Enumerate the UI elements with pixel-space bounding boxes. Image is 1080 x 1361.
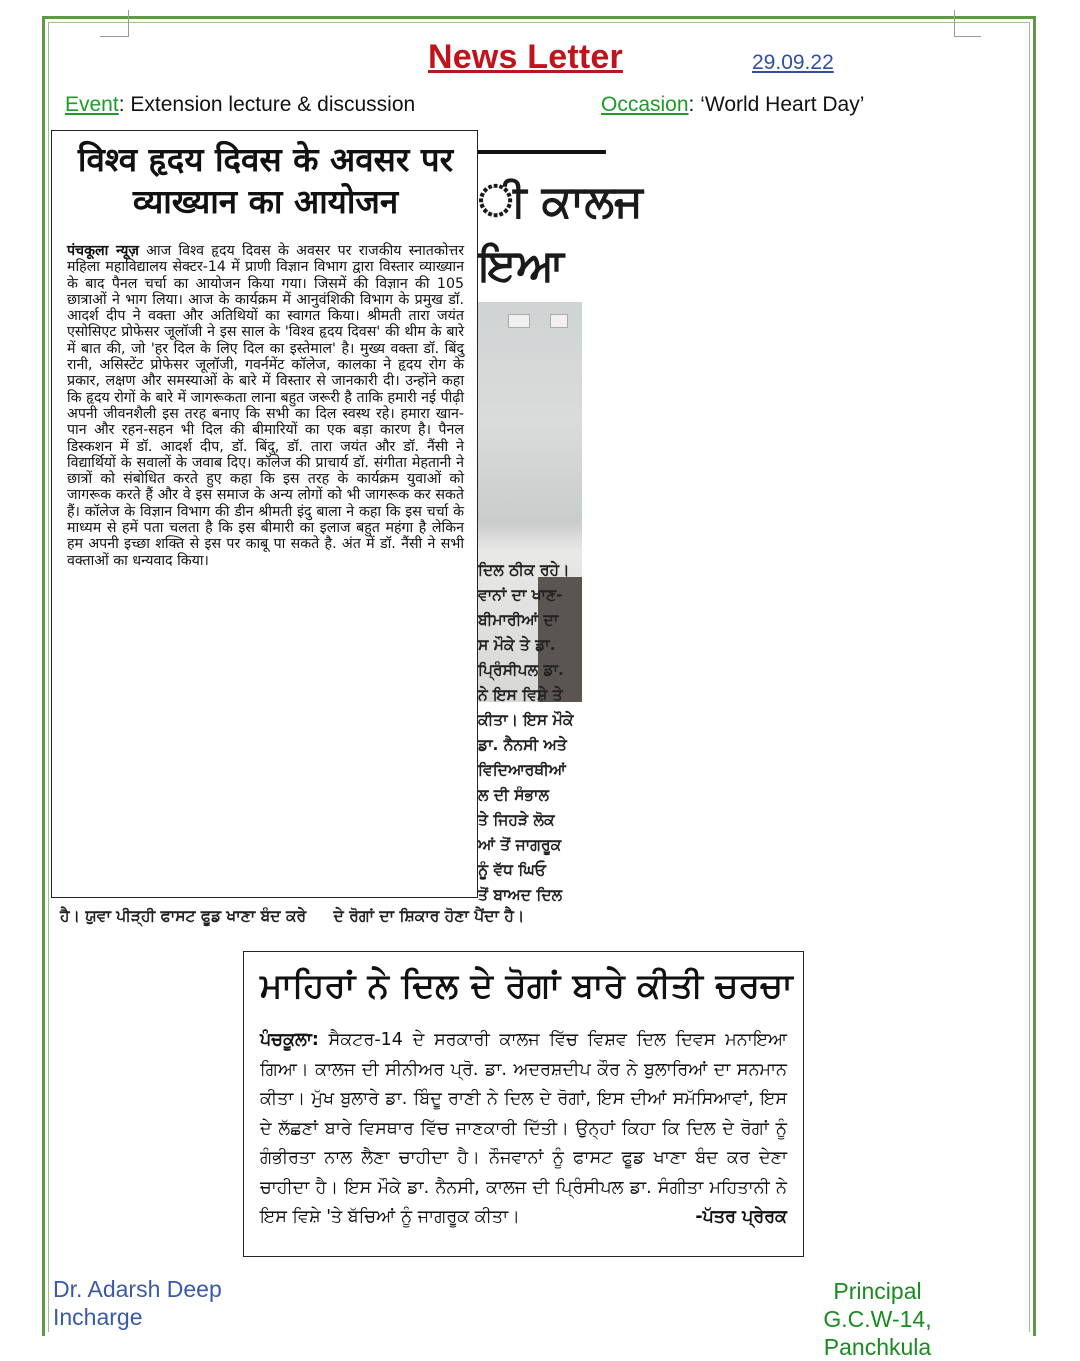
hindi-headline [67, 139, 464, 223]
background-line: ਨੂੰ ਵੱਧ ਘਿਓ [478, 861, 546, 879]
background-column-text [478, 558, 606, 908]
background-line: ਪ੍ਰਿੰਸੀਪਲ ਡਾ. [478, 661, 564, 679]
event-label: Event [65, 93, 119, 116]
punjabi-body-text: ਸੈਕਟਰ-14 ਦੇ ਸਰਕਾਰੀ ਕਾਲਜ ਵਿੱਚ ਵਿਸ਼ਵ ਦਿਲ ਦਿਵਸ ਮਨਾਇਆ ਗਿਆ। ਕਾਲਜ ਦੀ ਸੀਨੀਅਰ ਪ੍ਰੋ. ਡਾ. ਅਦਰਸ਼ਦੀਪ ਕੌਰ ਨੇ ਬੁਲਾਰਿਆਂ ਦਾ ਸਨਮਾਨ ਕੀਤਾ। ਮੁੱਖ ਬੁਲਾਰੇ ਡਾ. ਬਿੰਦੂ ਰਾਣੀ ਨੇ ਦਿਲ ਦੇ ਰੋਗਾਂ, ਇਸ ਦੀਆਂ ਸਮੱਸਿਆਵਾਂ, ਇਸ ਦੇ ਲੱਛਣਾਂ ਬਾਰੇ ਵਿਸਥਾਰ ਵਿੱਚ ਜਾਣਕਾਰੀ ਦਿੱਤੀ। ਉਨ੍ਹਾਂ ਕਿਹਾ ਕਿ ਦਿਲ ਦੇ ਰੋਗਾਂ ਨੂੰ ਗੰਭੀਰਤਾ ਨਾਲ ਲੈਣਾ ਚਾਹੀਦਾ ਹੈ। ਨੌਜਵਾਨਾਂ ਨੂੰ ਫਾਸਟ ਫੂਡ ਖਾਣਾ ਬੰਦ ਕਰ ਦੇਣਾ ਚਾਹੀਦਾ ਹੈ। ਇਸ ਮੌਕੇ ਡਾ. ਨੈਨਸੀ, ਕਾਲਜ ਦੀ ਪ੍ਰਿੰਸੀਪਲ ਡਾ. ਸੰਗੀਤਾ ਮਹਿਤਾਨੀ ਨੇ ਇਸ ਵਿਸ਼ੇ 'ਤੇ ਬੱਚਿਆਂ ਨੂੰ ਜਾਗਰੂਕ ਕੀਤਾ। [260, 1030, 787, 1227]
background-line: ਲ ਦੀ ਸੰਭਾਲ [478, 786, 549, 804]
newsletter-date: 29.09.22 [752, 51, 834, 74]
hindi-headline-line-2: व्याख्यान का आयोजन [132, 182, 399, 221]
occasion-label: Occasion [601, 93, 689, 116]
background-clipping [478, 150, 643, 940]
crop-mark-top-left [100, 10, 129, 37]
hindi-article-body [67, 243, 464, 569]
incharge-signature-block [53, 1275, 222, 1331]
background-line: ਤੋਂ ਬਾਅਦ ਦਿਲ [478, 886, 563, 904]
punjabi-headline: ਮਾਹਿਰਾਂ ਨੇ ਦਿਲ ਦੇ ਰੋਗਾਂ ਬਾਰੇ ਕੀਤੀ ਚਰਚਾ [260, 966, 794, 1006]
punjabi-credit: -ਪੱਤਰ ਪ੍ਰੇਰਕ [695, 1207, 787, 1227]
background-line: ਕੀਤਾ। ਇਸ ਮੌਕੇ [478, 711, 574, 729]
hindi-body-text: आज विश्व हृदय दिवस के अवसर पर राजकीय स्नातकोत्तर महिला महाविद्यालय सेक्टर-14 में प्राणी विज्ञान विभाग द्वारा विस्तार व्याख्यान के बाद पैनल चर्चा का आयोजन किया गया। जिसमें की विज्ञान की 105 छात्राओं ने भाग लिया। आज के कार्यक्रम में आनुवंशिकी विभाग के प्रमुख डॉ. आदर्श दीप ने वक्ता और अतिथियों का स्वागत किया। श्रीमती तारा जयंत एसोसिएट प्रोफेसर जूलॉजी ने इस साल के 'विश्व हृदय दिवस' की थीम के बारे में बात की, जो 'हर दिल के लिए दिल का इस्तेमाल' है। मुख्य वक्ता डॉ. बिंदु रानी, असिस्टेंट प्रोफेसर जूलॉजी, गवर्नमेंट कॉलेज, कालका ने हृदय रोग के प्रकार, लक्षण और समस्याओं के बारे में विस्तार से जानकारी दी। उन्होंने कहा कि हृदय रोगों के बारे में जागरूकता लाना बहुत जरूरी है ताकि हमारी नई पीढ़ी अपनी जीवनशैली इस तरह बनाए कि सभी का दिल स्वस्थ रहे। हमारा खान-पान और रहन-सहन भी दिल की बीमारियों का एक बड़ा कारण है। पैनल डिस्कशन में डॉ. आदर्श दीप, डॉ. बिंदु, डॉ. तारा जयंत और डॉ. नैंसी ने विद्यार्थियों के सवालों के जवाब दिए। कॉलेज की प्राचार्य डॉ. संगीता मेहतानी ने छात्रों को संबोधित करते हुए कहा कि इस तरह के कार्यक्रम युवाओं को जागरूक करते हैं और वे इस समाज के अन्य लोगों को भी जागरूक कर सकते हैं। कॉलेज के विज्ञान विभाग की डीन श्रीमती इंदु बाला ने कहा कि इस चर्चा के माध्यम से हमें पता चलता है कि इस बीमारी का इलाज बहुत महंगा है लेकिन हम अपनी इच्छा शक्ति से इस पर काबू पा सकते है. अंत में डॉ. नैंसी ने सभी वक्ताओं का धन्यवाद किया। [67, 243, 465, 569]
occasion-value: : ‘World Heart Day’ [688, 93, 865, 116]
background-line: ਤੇ ਜਿਹੜੇ ਲੋਕ [478, 811, 555, 829]
background-line: ਨੇ ਇਸ ਵਿਸ਼ੇ ਤੇ [478, 686, 563, 704]
principal-org: G.C.W-14, Panchkula [823, 1306, 932, 1360]
background-rule [478, 150, 606, 154]
background-headline-2: ਇਆ [478, 240, 565, 291]
incharge-name: Dr. Adarsh Deep [53, 1276, 222, 1302]
photo-poster [550, 314, 568, 328]
background-bottom-left: ਹੈ। ਯੁਵਾ ਪੀੜ੍ਹੀ ਫਾਸਟ ਫੂਡ ਖਾਣਾ ਬੰਦ ਕਰੇ [60, 907, 307, 925]
crop-mark-top-right [954, 10, 981, 37]
occasion-line [601, 93, 864, 117]
background-headline-1: ੀ ਕਾਲਜ [478, 176, 643, 227]
event-value: : Extension lecture & discussion [118, 93, 416, 116]
photo-poster [508, 314, 530, 328]
background-line: ਡਾ. ਨੈਨਸੀ ਅਤੇ [478, 736, 567, 754]
background-line: ਦਿਲ ਠੀਕ ਰਹੇ। [478, 561, 570, 579]
punjabi-news-clipping [243, 951, 804, 1257]
punjabi-article-body [260, 1026, 787, 1233]
hindi-news-clipping [51, 130, 478, 898]
hindi-headline-line-1: विश्व हृदय दिवस के अवसर पर [77, 140, 454, 179]
punjabi-dateline: ਪੰਚਕੂਲਾ: [260, 1030, 319, 1050]
background-line: ਸ ਮੌਕੇ ਤੇ ਡਾ. [478, 636, 556, 654]
background-bottom-right: ਦੇ ਰੋਗਾਂ ਦਾ ਸ਼ਿਕਾਰ ਹੋਣਾ ਪੈਂਦਾ ਹੈ। [333, 907, 525, 925]
principal-signature-block [770, 1277, 985, 1361]
incharge-role: Incharge [53, 1304, 143, 1330]
background-line: ਵਿਦਿਆਰਥੀਆਂ [478, 761, 566, 779]
background-line: ਆਂ ਤੋਂ ਜਾਗਰੂਕ [478, 836, 562, 854]
principal-title: Principal [833, 1278, 922, 1304]
background-line: ਬੀਮਾਰੀਆਂ ਦਾ [478, 611, 559, 629]
background-line: ਵਾਨਾਂ ਦਾ ਖਾਣ- [478, 586, 563, 604]
hindi-dateline: पंचकूला न्यूज़ [67, 243, 139, 259]
event-line [65, 93, 415, 117]
newsletter-title: News Letter [428, 38, 623, 76]
background-bottom-line [60, 907, 580, 926]
